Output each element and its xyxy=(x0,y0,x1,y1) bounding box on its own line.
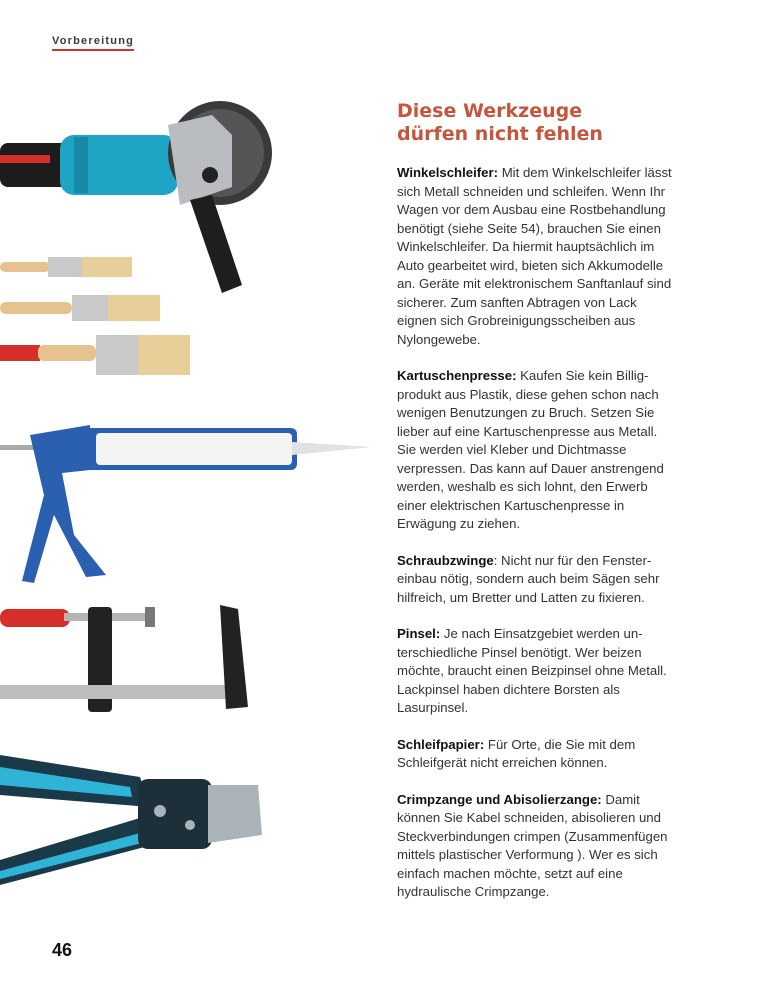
entry-term: Pinsel: xyxy=(397,626,441,641)
entry-winkelschleifer xyxy=(397,164,677,349)
tools-illustration xyxy=(0,95,385,895)
body-text xyxy=(397,164,677,920)
entry-crimpzange xyxy=(397,791,677,902)
entry-pinsel xyxy=(397,625,677,718)
headline-line-2: dürfen nicht fehlen xyxy=(397,123,603,145)
entry-text: Für Orte, die Sie mit dem Schleifgerät nicht erreichen können. xyxy=(397,736,636,770)
entry-text: : Nicht nur für den Fenstereinbau nötig, sondern auch beim Sägen sehr hilfreich, um Bretter und Latten zu fixieren. xyxy=(397,552,660,605)
entry-kartuschenpresse xyxy=(397,367,677,534)
entry-schraubzwinge xyxy=(397,552,677,608)
entry-term: Winkelschleifer: xyxy=(397,165,499,180)
paintbrush-icon xyxy=(0,335,190,375)
entry-term: Crimpzange und Abisolierzange: xyxy=(397,791,602,807)
clamp-icon xyxy=(0,605,248,712)
section-label: Vorbereitung xyxy=(52,35,134,51)
entry-term: Schleifpapier: xyxy=(397,736,485,752)
entry-term: Kartuschenpresse: xyxy=(397,368,517,383)
entry-text: Je nach Einsatzgebiet werden unterschiedliche Pinsel benötigt. Wer beizen möchte, braucht einen Beizpinsel ohne Metall. Lackpinsel haben dichtere Borsten als Lasurpinsel. xyxy=(397,626,667,715)
entry-schleifpapier xyxy=(397,736,677,773)
page-number: 46 xyxy=(52,940,73,960)
paintbrush-icon xyxy=(0,257,132,277)
entry-text: Damit können Sie Kabel schneiden, abisolieren und Steckverbindungen crimpen (Zusammenfügen mittels plastischer Verformung ). Wer es sich einfach machen möchte, setzt auf eine hydraulische Crimpzange. xyxy=(397,791,668,899)
page-headline xyxy=(397,100,727,146)
headline-line-1: Diese Werkzeuge xyxy=(397,100,583,122)
caulking-gun-icon xyxy=(0,425,372,583)
entry-text: Kaufen Sie kein Billigprodukt aus Plastik, diese gehen schon nach wenigen Benutzungen zu Bruch. Setzen Sie lieber auf eine Kartuschenpresse aus Metall. Sie werden viel Kleber und Dichtmasse verpressen. Das kann auf Dauer anstrengend werden, weshalb es sich lohnt, den Erwerb einer elektrischen Kartuschenpresse in Erwägung zu ziehen. xyxy=(397,368,664,531)
entry-term: Schraubzwinge xyxy=(397,552,494,568)
entry-text: Mit dem Winkelschleifer lässt sich Metall schneiden und schleifen. Wenn Ihr Wagen vor dem Ausbau eine Rostbehandlung benötigt (siehe Seite 54), brauchen Sie einen Winkelschleifer. Da hiermit hauptsächlich im Auto gearbeitet wird, bieten sich Akkumodelle an. Geräte mit elektronischem Sanftanlauf sind sicherer. Zum sanften Abtragen von Lack eignen sich Grobreinigungsscheiben aus Nylongewebe. xyxy=(397,165,672,347)
crimping-pliers-icon xyxy=(0,755,262,885)
paintbrush-icon xyxy=(0,295,160,321)
